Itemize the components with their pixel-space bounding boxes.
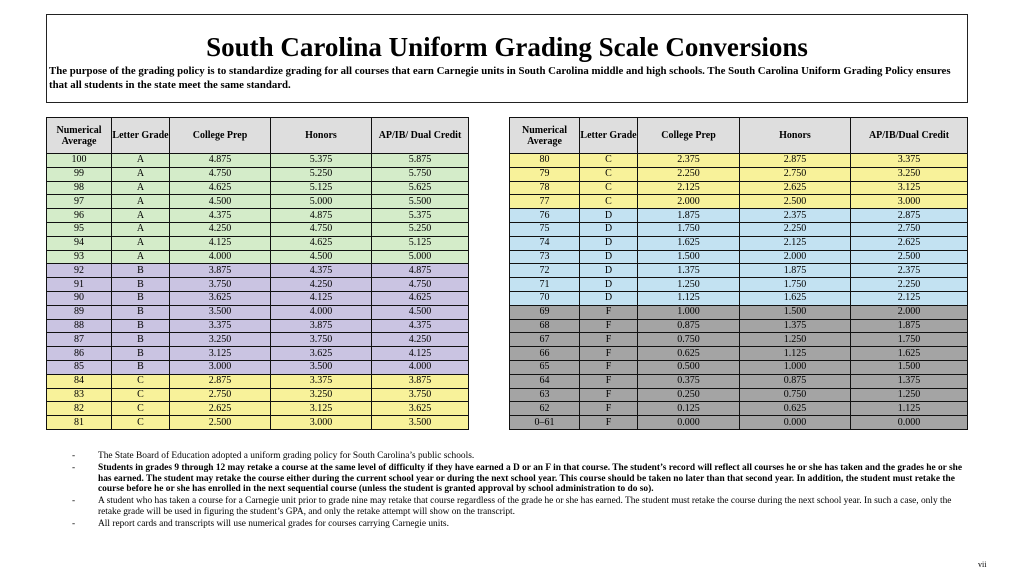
numerical-average-cell: 73 (510, 250, 580, 264)
college-prep-cell: 2.500 (170, 416, 271, 430)
college-prep-cell: 3.000 (170, 360, 271, 374)
college-prep-cell: 4.750 (170, 167, 271, 181)
table-row (47, 374, 469, 388)
honors-cell: 3.500 (271, 360, 372, 374)
honors-cell: 1.375 (740, 319, 851, 333)
note-text: All report cards and transcripts will use numerical grades for courses carrying Carnegie units. (98, 518, 449, 529)
table-row (510, 236, 968, 250)
table-row (47, 278, 469, 292)
honors-cell: 1.875 (740, 264, 851, 278)
table-row (510, 347, 968, 361)
ap-ib-dual-cell: 4.750 (372, 278, 469, 292)
numerical-average-cell: 87 (47, 333, 112, 347)
letter-grade-cell: A (112, 209, 170, 223)
ap-ib-dual-cell: 3.625 (372, 402, 469, 416)
letter-grade-cell: A (112, 222, 170, 236)
college-prep-cell: 1.375 (638, 264, 740, 278)
policy-notes (72, 451, 972, 531)
college-prep-cell: 3.500 (170, 305, 271, 319)
numerical-average-cell: 80 (510, 154, 580, 168)
numerical-average-cell: 93 (47, 250, 112, 264)
honors-cell: 1.500 (740, 305, 851, 319)
ap-ib-dual-cell: 2.125 (851, 291, 968, 305)
numerical-average-cell: 86 (47, 347, 112, 361)
letter-grade-cell: D (580, 278, 638, 292)
college-prep-cell: 0.625 (638, 347, 740, 361)
letter-grade-cell: B (112, 291, 170, 305)
honors-cell: 4.125 (271, 291, 372, 305)
numerical-average-cell: 0–61 (510, 416, 580, 430)
ap-ib-dual-cell: 5.000 (372, 250, 469, 264)
column-header: AP/IB/Dual Credit (851, 118, 968, 154)
college-prep-cell: 4.375 (170, 209, 271, 223)
numerical-average-cell: 63 (510, 388, 580, 402)
ap-ib-dual-cell: 4.375 (372, 319, 469, 333)
honors-cell: 1.625 (740, 291, 851, 305)
letter-grade-cell: A (112, 250, 170, 264)
college-prep-cell: 3.125 (170, 347, 271, 361)
honors-cell: 5.250 (271, 167, 372, 181)
honors-cell: 4.625 (271, 236, 372, 250)
letter-grade-cell: F (580, 374, 638, 388)
ap-ib-dual-cell: 2.875 (851, 209, 968, 223)
ap-ib-dual-cell: 1.375 (851, 374, 968, 388)
letter-grade-cell: C (580, 195, 638, 209)
ap-ib-dual-cell: 3.000 (851, 195, 968, 209)
letter-grade-cell: A (112, 154, 170, 168)
honors-cell: 5.000 (271, 195, 372, 209)
numerical-average-cell: 83 (47, 388, 112, 402)
ap-ib-dual-cell: 5.125 (372, 236, 469, 250)
college-prep-cell: 4.000 (170, 250, 271, 264)
ap-ib-dual-cell: 5.375 (372, 209, 469, 223)
numerical-average-cell: 94 (47, 236, 112, 250)
numerical-average-cell: 75 (510, 222, 580, 236)
college-prep-cell: 0.500 (638, 360, 740, 374)
table-row (510, 374, 968, 388)
honors-cell: 3.750 (271, 333, 372, 347)
college-prep-cell: 2.875 (170, 374, 271, 388)
college-prep-cell: 0.125 (638, 402, 740, 416)
table-row (510, 402, 968, 416)
letter-grade-cell: B (112, 264, 170, 278)
college-prep-cell: 1.875 (638, 209, 740, 223)
honors-cell: 3.625 (271, 347, 372, 361)
letter-grade-cell: D (580, 209, 638, 223)
numerical-average-cell: 84 (47, 374, 112, 388)
numerical-average-cell: 72 (510, 264, 580, 278)
ap-ib-dual-cell: 4.000 (372, 360, 469, 374)
ap-ib-dual-cell: 2.000 (851, 305, 968, 319)
honors-cell: 1.125 (740, 347, 851, 361)
table-row (47, 167, 469, 181)
table-row (510, 195, 968, 209)
numerical-average-cell: 62 (510, 402, 580, 416)
honors-cell: 5.125 (271, 181, 372, 195)
column-header: Honors (740, 118, 851, 154)
letter-grade-cell: F (580, 402, 638, 416)
honors-cell: 2.000 (740, 250, 851, 264)
numerical-average-cell: 65 (510, 360, 580, 374)
numerical-average-cell: 98 (47, 181, 112, 195)
ap-ib-dual-cell: 3.250 (851, 167, 968, 181)
college-prep-cell: 2.750 (170, 388, 271, 402)
letter-grade-cell: F (580, 416, 638, 430)
letter-grade-cell: A (112, 181, 170, 195)
column-header: College Prep (170, 118, 271, 154)
bullet-marker: - (72, 451, 76, 461)
numerical-average-cell: 64 (510, 374, 580, 388)
ap-ib-dual-cell: 3.375 (851, 154, 968, 168)
table-row (510, 416, 968, 430)
numerical-average-cell: 99 (47, 167, 112, 181)
table-row (47, 333, 469, 347)
honors-cell: 4.250 (271, 278, 372, 292)
college-prep-cell: 2.250 (638, 167, 740, 181)
note-item (72, 451, 972, 462)
column-header: Numerical Average (510, 118, 580, 154)
numerical-average-cell: 89 (47, 305, 112, 319)
honors-cell: 4.375 (271, 264, 372, 278)
numerical-average-cell: 67 (510, 333, 580, 347)
letter-grade-cell: B (112, 333, 170, 347)
honors-cell: 4.750 (271, 222, 372, 236)
letter-grade-cell: C (580, 154, 638, 168)
letter-grade-cell: B (112, 278, 170, 292)
table-row (47, 195, 469, 209)
numerical-average-cell: 76 (510, 209, 580, 223)
table-row (47, 154, 469, 168)
note-item (72, 519, 972, 530)
college-prep-cell: 3.625 (170, 291, 271, 305)
college-prep-cell: 2.125 (638, 181, 740, 195)
ap-ib-dual-cell: 0.000 (851, 416, 968, 430)
numerical-average-cell: 77 (510, 195, 580, 209)
table-row (47, 236, 469, 250)
honors-cell: 3.250 (271, 388, 372, 402)
grading-table-right (509, 117, 968, 430)
ap-ib-dual-cell: 1.250 (851, 388, 968, 402)
honors-cell: 0.750 (740, 388, 851, 402)
honors-cell: 1.750 (740, 278, 851, 292)
college-prep-cell: 1.500 (638, 250, 740, 264)
letter-grade-cell: C (580, 181, 638, 195)
letter-grade-cell: F (580, 333, 638, 347)
note-text: Students in grades 9 through 12 may retake a course at the same level of difficulty if they have earned a D or an F in that course. The student’s record will reflect all courses he or she has taken and the grades he or she has earned. The student may retake the course either during the current school year or during the next school year. This course should be taken no later than that second year. In addition, the student must retake the course before he or she has enrolled in the next sequential course (unless the student is granted approval by school administration to do so). (98, 463, 963, 494)
table-row (510, 333, 968, 347)
column-header: Numerical Average (47, 118, 112, 154)
ap-ib-dual-cell: 3.500 (372, 416, 469, 430)
column-header: Letter Grade (112, 118, 170, 154)
table-row (47, 319, 469, 333)
honors-cell: 3.000 (271, 416, 372, 430)
table-row (47, 360, 469, 374)
numerical-average-cell: 74 (510, 236, 580, 250)
ap-ib-dual-cell: 4.875 (372, 264, 469, 278)
ap-ib-dual-cell: 2.375 (851, 264, 968, 278)
table-row (47, 347, 469, 361)
college-prep-cell: 4.875 (170, 154, 271, 168)
college-prep-cell: 1.125 (638, 291, 740, 305)
letter-grade-cell: C (112, 388, 170, 402)
ap-ib-dual-cell: 5.250 (372, 222, 469, 236)
numerical-average-cell: 81 (47, 416, 112, 430)
table-header-row (510, 118, 968, 154)
numerical-average-cell: 85 (47, 360, 112, 374)
table-row (47, 305, 469, 319)
college-prep-cell: 2.000 (638, 195, 740, 209)
numerical-average-cell: 100 (47, 154, 112, 168)
table-row (510, 291, 968, 305)
ap-ib-dual-cell: 5.875 (372, 154, 469, 168)
honors-cell: 0.000 (740, 416, 851, 430)
ap-ib-dual-cell: 5.500 (372, 195, 469, 209)
letter-grade-cell: F (580, 360, 638, 374)
college-prep-cell: 0.750 (638, 333, 740, 347)
college-prep-cell: 4.250 (170, 222, 271, 236)
numerical-average-cell: 78 (510, 181, 580, 195)
college-prep-cell: 0.250 (638, 388, 740, 402)
table-row (47, 209, 469, 223)
honors-cell: 1.250 (740, 333, 851, 347)
honors-cell: 2.750 (740, 167, 851, 181)
bullet-marker: - (72, 463, 76, 473)
letter-grade-cell: F (580, 388, 638, 402)
letter-grade-cell: A (112, 195, 170, 209)
table-row (510, 278, 968, 292)
college-prep-cell: 0.375 (638, 374, 740, 388)
letter-grade-cell: F (580, 305, 638, 319)
honors-cell: 2.375 (740, 209, 851, 223)
ap-ib-dual-cell: 1.750 (851, 333, 968, 347)
table-row (510, 388, 968, 402)
letter-grade-cell: D (580, 264, 638, 278)
letter-grade-cell: B (112, 347, 170, 361)
college-prep-cell: 1.625 (638, 236, 740, 250)
ap-ib-dual-cell: 4.625 (372, 291, 469, 305)
ap-ib-dual-cell: 1.125 (851, 402, 968, 416)
college-prep-cell: 3.250 (170, 333, 271, 347)
college-prep-cell: 1.250 (638, 278, 740, 292)
table-row (47, 388, 469, 402)
table-row (47, 402, 469, 416)
college-prep-cell: 1.000 (638, 305, 740, 319)
grading-table-left (46, 117, 469, 430)
letter-grade-cell: C (580, 167, 638, 181)
honors-cell: 3.125 (271, 402, 372, 416)
honors-cell: 1.000 (740, 360, 851, 374)
honors-cell: 5.375 (271, 154, 372, 168)
letter-grade-cell: B (112, 360, 170, 374)
ap-ib-dual-cell: 3.750 (372, 388, 469, 402)
numerical-average-cell: 68 (510, 319, 580, 333)
table-row (47, 264, 469, 278)
table-row (47, 250, 469, 264)
college-prep-cell: 4.125 (170, 236, 271, 250)
table-row (47, 416, 469, 430)
college-prep-cell: 4.625 (170, 181, 271, 195)
table-row (510, 264, 968, 278)
table-row (510, 209, 968, 223)
college-prep-cell: 1.750 (638, 222, 740, 236)
letter-grade-cell: B (112, 319, 170, 333)
letter-grade-cell: B (112, 305, 170, 319)
honors-cell: 2.500 (740, 195, 851, 209)
table-row (510, 181, 968, 195)
table-row (510, 250, 968, 264)
note-item (72, 496, 972, 517)
column-header: College Prep (638, 118, 740, 154)
ap-ib-dual-cell: 2.625 (851, 236, 968, 250)
numerical-average-cell: 91 (47, 278, 112, 292)
table-row (47, 181, 469, 195)
table-header-row (47, 118, 469, 154)
letter-grade-cell: C (112, 374, 170, 388)
honors-cell: 2.250 (740, 222, 851, 236)
numerical-average-cell: 88 (47, 319, 112, 333)
page-title: South Carolina Uniform Grading Scale Conversions (206, 32, 808, 62)
ap-ib-dual-cell: 2.500 (851, 250, 968, 264)
table-row (510, 154, 968, 168)
honors-cell: 3.375 (271, 374, 372, 388)
ap-ib-dual-cell: 4.125 (372, 347, 469, 361)
numerical-average-cell: 95 (47, 222, 112, 236)
honors-cell: 0.875 (740, 374, 851, 388)
letter-grade-cell: C (112, 402, 170, 416)
table-row (47, 222, 469, 236)
honors-cell: 4.500 (271, 250, 372, 264)
ap-ib-dual-cell: 4.250 (372, 333, 469, 347)
letter-grade-cell: D (580, 250, 638, 264)
numerical-average-cell: 82 (47, 402, 112, 416)
letter-grade-cell: D (580, 291, 638, 305)
table-row (510, 319, 968, 333)
page-number: vii (978, 560, 987, 569)
ap-ib-dual-cell: 4.500 (372, 305, 469, 319)
college-prep-cell: 0.875 (638, 319, 740, 333)
honors-cell: 4.875 (271, 209, 372, 223)
ap-ib-dual-cell: 2.250 (851, 278, 968, 292)
honors-cell: 4.000 (271, 305, 372, 319)
ap-ib-dual-cell: 1.875 (851, 319, 968, 333)
note-item (72, 463, 972, 495)
numerical-average-cell: 69 (510, 305, 580, 319)
honors-cell: 2.875 (740, 154, 851, 168)
college-prep-cell: 2.375 (638, 154, 740, 168)
table-row (510, 222, 968, 236)
letter-grade-cell: D (580, 236, 638, 250)
intro-paragraph: The purpose of the grading policy is to standardize grading for all courses that earn Carnegie units in South Carolina middle and high schools. The South Carolina Uniform Grading Policy ensures that all students in the state meet the same standard. (49, 65, 951, 91)
honors-cell: 2.125 (740, 236, 851, 250)
letter-grade-cell: C (112, 416, 170, 430)
ap-ib-dual-cell: 5.625 (372, 181, 469, 195)
college-prep-cell: 3.750 (170, 278, 271, 292)
ap-ib-dual-cell: 1.625 (851, 347, 968, 361)
numerical-average-cell: 79 (510, 167, 580, 181)
ap-ib-dual-cell: 3.125 (851, 181, 968, 195)
college-prep-cell: 4.500 (170, 195, 271, 209)
bullet-marker: - (72, 496, 76, 506)
honors-cell: 2.625 (740, 181, 851, 195)
letter-grade-cell: F (580, 319, 638, 333)
ap-ib-dual-cell: 3.875 (372, 374, 469, 388)
letter-grade-cell: A (112, 167, 170, 181)
numerical-average-cell: 92 (47, 264, 112, 278)
college-prep-cell: 3.875 (170, 264, 271, 278)
letter-grade-cell: F (580, 347, 638, 361)
honors-cell: 3.875 (271, 319, 372, 333)
table-row (47, 291, 469, 305)
numerical-average-cell: 90 (47, 291, 112, 305)
table-row (510, 305, 968, 319)
numerical-average-cell: 71 (510, 278, 580, 292)
college-prep-cell: 3.375 (170, 319, 271, 333)
ap-ib-dual-cell: 2.750 (851, 222, 968, 236)
column-header: Honors (271, 118, 372, 154)
bullet-marker: - (72, 518, 76, 529)
college-prep-cell: 0.000 (638, 416, 740, 430)
table-row (510, 167, 968, 181)
header-box (46, 14, 968, 103)
column-header: AP/IB/ Dual Credit (372, 118, 469, 154)
honors-cell: 0.625 (740, 402, 851, 416)
letter-grade-cell: D (580, 222, 638, 236)
note-text: A student who has taken a course for a Carnegie unit prior to grade nine may retake that course regardless of the grade he or she has earned. The student must retake the course during the next school year. In such a case, only the retake grade will be used in figuring the student’s GPA, and only the retake attempt will show on the transcript. (98, 496, 952, 517)
table-row (510, 360, 968, 374)
college-prep-cell: 2.625 (170, 402, 271, 416)
numerical-average-cell: 66 (510, 347, 580, 361)
letter-grade-cell: A (112, 236, 170, 250)
numerical-average-cell: 97 (47, 195, 112, 209)
ap-ib-dual-cell: 5.750 (372, 167, 469, 181)
column-header: Letter Grade (580, 118, 638, 154)
numerical-average-cell: 70 (510, 291, 580, 305)
note-text: The State Board of Education adopted a uniform grading policy for South Carolina’s public schools. (98, 451, 475, 461)
ap-ib-dual-cell: 1.500 (851, 360, 968, 374)
numerical-average-cell: 96 (47, 209, 112, 223)
